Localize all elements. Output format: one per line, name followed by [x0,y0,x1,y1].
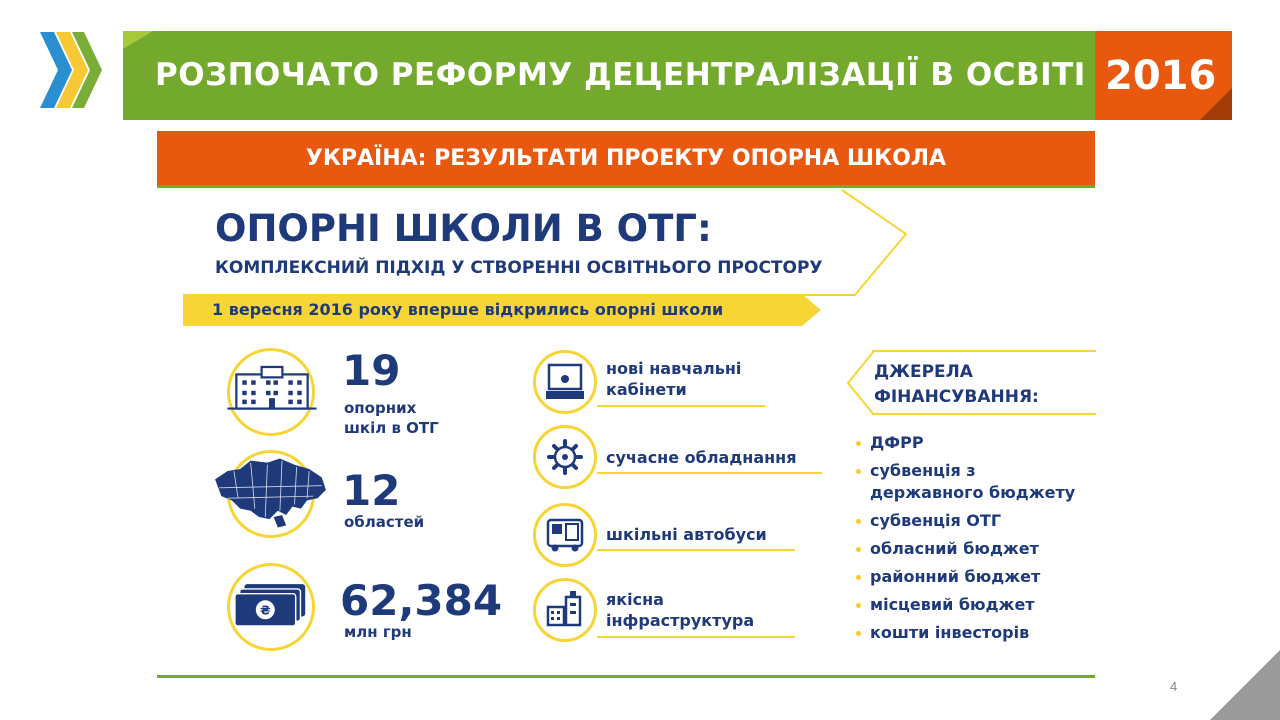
svg-text:₴: ₴ [259,603,271,618]
classroom-icon [540,357,590,407]
funding-item: місцевий бюджет [856,594,1075,616]
funding-item: субвенція ОТГ [856,510,1075,532]
money-stack-icon [233,582,309,630]
funding-item: ДФРР [856,432,1075,454]
funding-item: кошти інвесторів [856,622,1075,644]
funding-list [856,432,1075,650]
feature-label-equipment: сучасне обладнання [606,448,797,467]
feature-underline-equipment [597,472,822,474]
funding-title-line1: ДЖЕРЕЛА [874,362,973,382]
decentralization-logo-icon [38,30,108,110]
feature-label-classroom-2: кабінети [606,380,687,399]
feature-label-bus: шкільні автобуси [606,525,767,544]
stat-label-schools-1: опорних [344,399,417,417]
ukraine-map-icon [213,456,328,530]
page-number: 4 [1170,679,1178,694]
school-building-icon [212,364,332,416]
subtitle-underline [157,185,1095,188]
infrastructure-icon [540,585,590,635]
stat-label-money: млн грн [344,623,412,641]
stat-value-schools: 19 [342,346,401,395]
funding-bottom-line [872,413,1096,415]
year-label: 2016 [1105,53,1217,99]
funding-item: районний бюджет [856,566,1075,588]
subtitle-text: УКРАЇНА: РЕЗУЛЬТАТИ ПРОЕКТУ ОПОРНА ШКОЛА [305,146,947,171]
gear-icon [540,432,590,482]
funding-item: субвенція з державного бюджету [856,460,1075,504]
feature-underline-bus [597,549,795,551]
stat-label-regions: областей [344,513,425,531]
feature-underline-classroom [597,405,765,407]
stat-label-schools-2: шкіл в ОТГ [344,419,439,437]
stat-value-money: 62,384 [340,576,503,625]
feature-label-infrastructure-1: якісна [606,590,664,609]
heading-chevron-icon [840,188,910,298]
corner-decoration [1210,650,1280,720]
stat-value-regions: 12 [342,466,401,515]
section-heading: ОПОРНІ ШКОЛИ В ОТГ: [215,207,712,250]
bottom-divider [157,675,1095,678]
funding-top-line [872,350,1096,352]
bus-icon [540,510,590,560]
feature-label-infrastructure-2: інфраструктура [606,611,755,630]
funding-item: обласний бюджет [856,538,1075,560]
date-ribbon-text: 1 вересня 2016 року вперше відкрились опорні школи [212,300,724,319]
section-subheading: КОМПЛЕКСНИЙ ПІДХІД У СТВОРЕННІ ОСВІТНЬОГО ПРОСТОРУ [215,258,823,278]
feature-label-classroom-1: нові навчальні [606,359,742,378]
funding-title-line2: ФІНАНСУВАННЯ: [874,387,1039,407]
funding-title [874,360,1039,410]
main-title: РОЗПОЧАТО РЕФОРМУ ДЕЦЕНТРАЛІЗАЦІЇ В ОСВІТІ [155,57,1086,93]
funding-chevron-icon [846,350,876,416]
feature-underline-infrastructure [597,636,795,638]
